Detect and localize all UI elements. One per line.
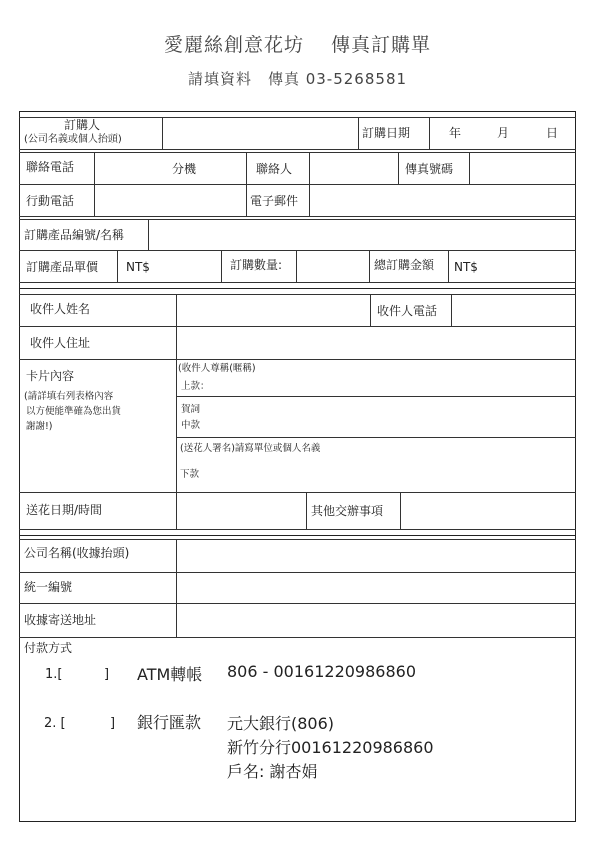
rule [19,282,576,283]
rule [369,250,370,282]
rule [19,152,576,153]
middle-line-label: 中款 [181,420,201,431]
rule [19,117,576,118]
rule [19,326,576,327]
rule [370,294,371,326]
upper-line-label: 上款： [181,381,210,392]
day-label: 日 [546,126,559,140]
rule [400,492,401,529]
mobile-label: 行動電話 [26,194,75,208]
rule [94,152,95,216]
bank-name: 元大銀行(806) [227,714,335,733]
payment-option1-number: 1.[ [45,667,63,682]
recipient-phone-label: 收件人電話 [377,304,438,318]
rule [19,637,576,638]
order-date-label: 訂購日期 [362,126,411,140]
rule [19,535,576,536]
card-note-line2: 以方便能準確為您出貨 [26,406,122,417]
lower-line-label: 下款 [180,469,200,480]
payment-method-label: 付款方式 [24,641,73,655]
greeting-label: 賀詞 [181,404,201,415]
other-notes-label: 其他交辦事項 [311,504,384,518]
payment-option1-method: ATM轉帳 [137,665,203,684]
contact-person-label: 聯絡人 [256,162,293,176]
fax-info: 請填資料 傳真 03-5268581 [187,70,408,88]
rule [19,294,576,295]
recipient-address-label: 收件人住址 [30,336,91,350]
total-currency: NT$ [454,260,478,274]
rule [148,219,149,250]
rule [309,152,310,216]
rule [117,250,118,282]
card-content-label: 卡片內容 [26,369,75,383]
rule [19,219,576,220]
sender-signature-label: (送花人署名)請寫單位或個人名義 [180,443,321,454]
unit-price-label: 訂購產品單價 [26,260,99,274]
rule [19,288,576,289]
rule [306,492,307,529]
extension-label: 分機 [172,162,197,176]
receipt-company-label: 公司名稱(收據抬頭) [24,546,130,560]
delivery-datetime-label: 送花日期/時間 [26,503,103,517]
rule [246,152,247,216]
month-label: 月 [497,126,510,140]
rule [19,603,576,604]
rule [176,539,177,637]
honorific-label: (收件人尊稱(暱稱) [178,363,256,374]
rule [162,117,163,149]
rule [296,250,297,282]
card-note-line3: 謝謝!) [26,421,53,432]
product-code-label: 訂購產品編號/名稱 [24,228,125,242]
unit-price-currency: NT$ [126,260,150,274]
payment-option2-bracket: ] [110,716,116,731]
payment-option1-bracket: ] [104,667,110,682]
atm-account-number: 806 - 00161220986860 [227,662,416,681]
rule [19,539,576,540]
rule [19,572,576,573]
year-label: 年 [449,126,462,140]
account-holder: 戶名: 謝杏娟 [227,762,318,781]
rule [176,437,576,438]
rule [19,149,576,150]
rule [398,152,399,184]
rule [358,117,359,149]
email-label: 電子郵件 [250,194,299,208]
fax-number-label: 傳真號碼 [405,162,454,176]
recipient-name-label: 收件人姓名 [30,302,91,316]
rule [19,184,576,185]
tax-id-label: 統一編號 [24,580,73,594]
rule [19,492,576,493]
total-amount-label: 總訂購金額 [374,258,435,272]
rule [429,117,430,149]
quantity-label: 訂購數量: [230,258,283,272]
bank-branch-account: 新竹分行00161220986860 [227,738,434,757]
rule [451,294,452,326]
rule [19,359,576,360]
payment-option2-method: 銀行匯款 [137,713,202,732]
rule [176,294,177,529]
card-note-line1: (請詳填右列表格內容 [24,391,114,402]
orderer-note: (公司名義或個人抬頭) [24,134,122,145]
rule [19,250,576,251]
rule [469,152,470,184]
rule [176,396,576,397]
rule [19,216,576,217]
payment-option2-number: 2. [ [44,716,66,731]
page-title: 愛麗絲創意花坊 傳真訂購單 [163,34,432,56]
receipt-address-label: 收據寄送地址 [24,613,97,627]
rule [19,529,576,530]
phone-label: 聯絡電話 [26,160,75,174]
rule [221,250,222,282]
orderer-label: 訂購人 [64,118,101,132]
rule [448,250,449,282]
